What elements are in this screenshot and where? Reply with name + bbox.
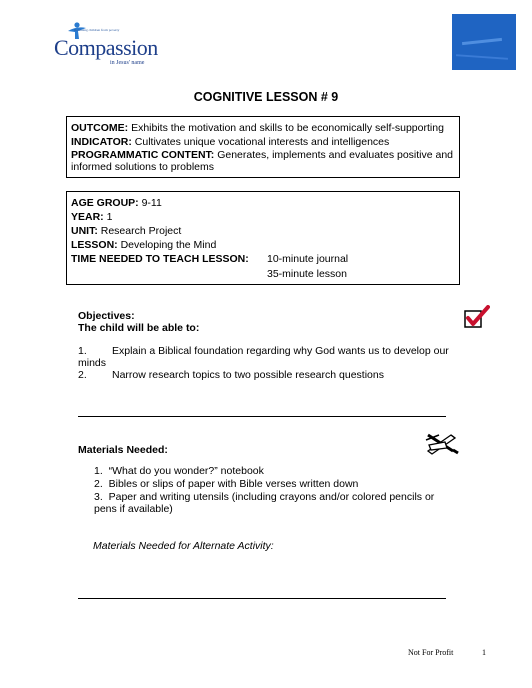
outcome-text: Exhibits the motivation and skills to be economically self-supporting — [128, 122, 444, 134]
time-needed-line — [71, 252, 455, 267]
list-item — [78, 345, 452, 369]
page-number: 1 — [482, 648, 486, 657]
indicator-text: Cultivates unique vocational interests and intelligences — [131, 136, 390, 148]
item-number: 1. — [78, 345, 87, 357]
lesson-info-box — [66, 191, 460, 285]
outcome-line — [71, 121, 455, 135]
item-text: Narrow research topics to two possible research questions — [112, 369, 384, 381]
footer-text: Not For Profit — [408, 648, 454, 657]
age-value: 9-11 — [138, 197, 162, 209]
unit-label: UNIT: — [71, 225, 98, 237]
year-value: 1 — [103, 211, 113, 223]
objectives-heading-block — [78, 310, 199, 334]
pencil-tools-icon — [425, 431, 459, 455]
list-item — [94, 491, 444, 515]
logo-tagline: Releasing children from poverty — [74, 28, 120, 32]
item-text: Explain a Biblical foundation regarding why God wants us to develop our minds — [78, 345, 449, 369]
objectives-list — [78, 345, 452, 381]
item-text: “What do you wonder?” notebook — [108, 465, 264, 477]
lesson-line — [71, 238, 455, 252]
outcome-label: OUTCOME: — [71, 122, 129, 134]
objectives-subheading: The child will be able to: — [78, 322, 200, 334]
time-label: TIME NEEDED TO TEACH LESSON: — [71, 253, 249, 265]
time-needed-line-2 — [71, 267, 455, 282]
checkbox-check-icon — [464, 305, 490, 329]
alternate-materials-heading: Materials Needed for Alternate Activity: — [93, 540, 274, 552]
item-number: 2. — [94, 478, 103, 490]
year-label: YEAR: — [71, 211, 104, 223]
compassion-logo — [52, 22, 164, 70]
list-item — [78, 369, 452, 381]
item-number: 2. — [78, 369, 87, 381]
objectives-heading: Objectives: — [78, 310, 135, 322]
divider — [78, 598, 446, 599]
outcome-box — [66, 116, 460, 178]
page-title: COGNITIVE LESSON # 9 — [193, 90, 339, 104]
age-label: AGE GROUP: — [71, 197, 139, 209]
logo-subtitle: in Jesus' name — [110, 60, 145, 66]
time-value-lesson: 35-minute lesson — [267, 268, 347, 280]
lesson-value: Developing the Mind — [117, 239, 217, 251]
list-item — [94, 478, 444, 490]
content-text: Generates, implements and evaluates positive and informed solutions to problems — [71, 149, 454, 173]
materials-heading: Materials Needed: — [78, 444, 168, 456]
list-item — [94, 465, 444, 477]
logo-wordmark: Compassion — [54, 35, 158, 60]
time-value-journal: 10-minute journal — [267, 253, 349, 265]
content-label: PROGRAMMATIC CONTENT: — [71, 149, 215, 161]
indicator-label: INDICATOR: — [71, 136, 132, 148]
lesson-label: LESSON: — [71, 239, 118, 251]
materials-list — [94, 465, 444, 516]
programmatic-content-line — [71, 149, 455, 173]
indicator-line — [71, 135, 455, 149]
year-line — [71, 210, 455, 224]
item-number: 3. — [94, 491, 103, 503]
divider — [78, 416, 446, 417]
unit-value: Research Project — [97, 225, 182, 237]
unit-line — [71, 224, 455, 238]
item-text: Paper and writing utensils (including crayons and/or colored pencils or pens if available) — [94, 491, 435, 515]
age-group-line — [71, 196, 455, 210]
item-number: 1. — [94, 465, 103, 477]
item-text: Bibles or slips of paper with Bible verses written down — [108, 478, 359, 490]
